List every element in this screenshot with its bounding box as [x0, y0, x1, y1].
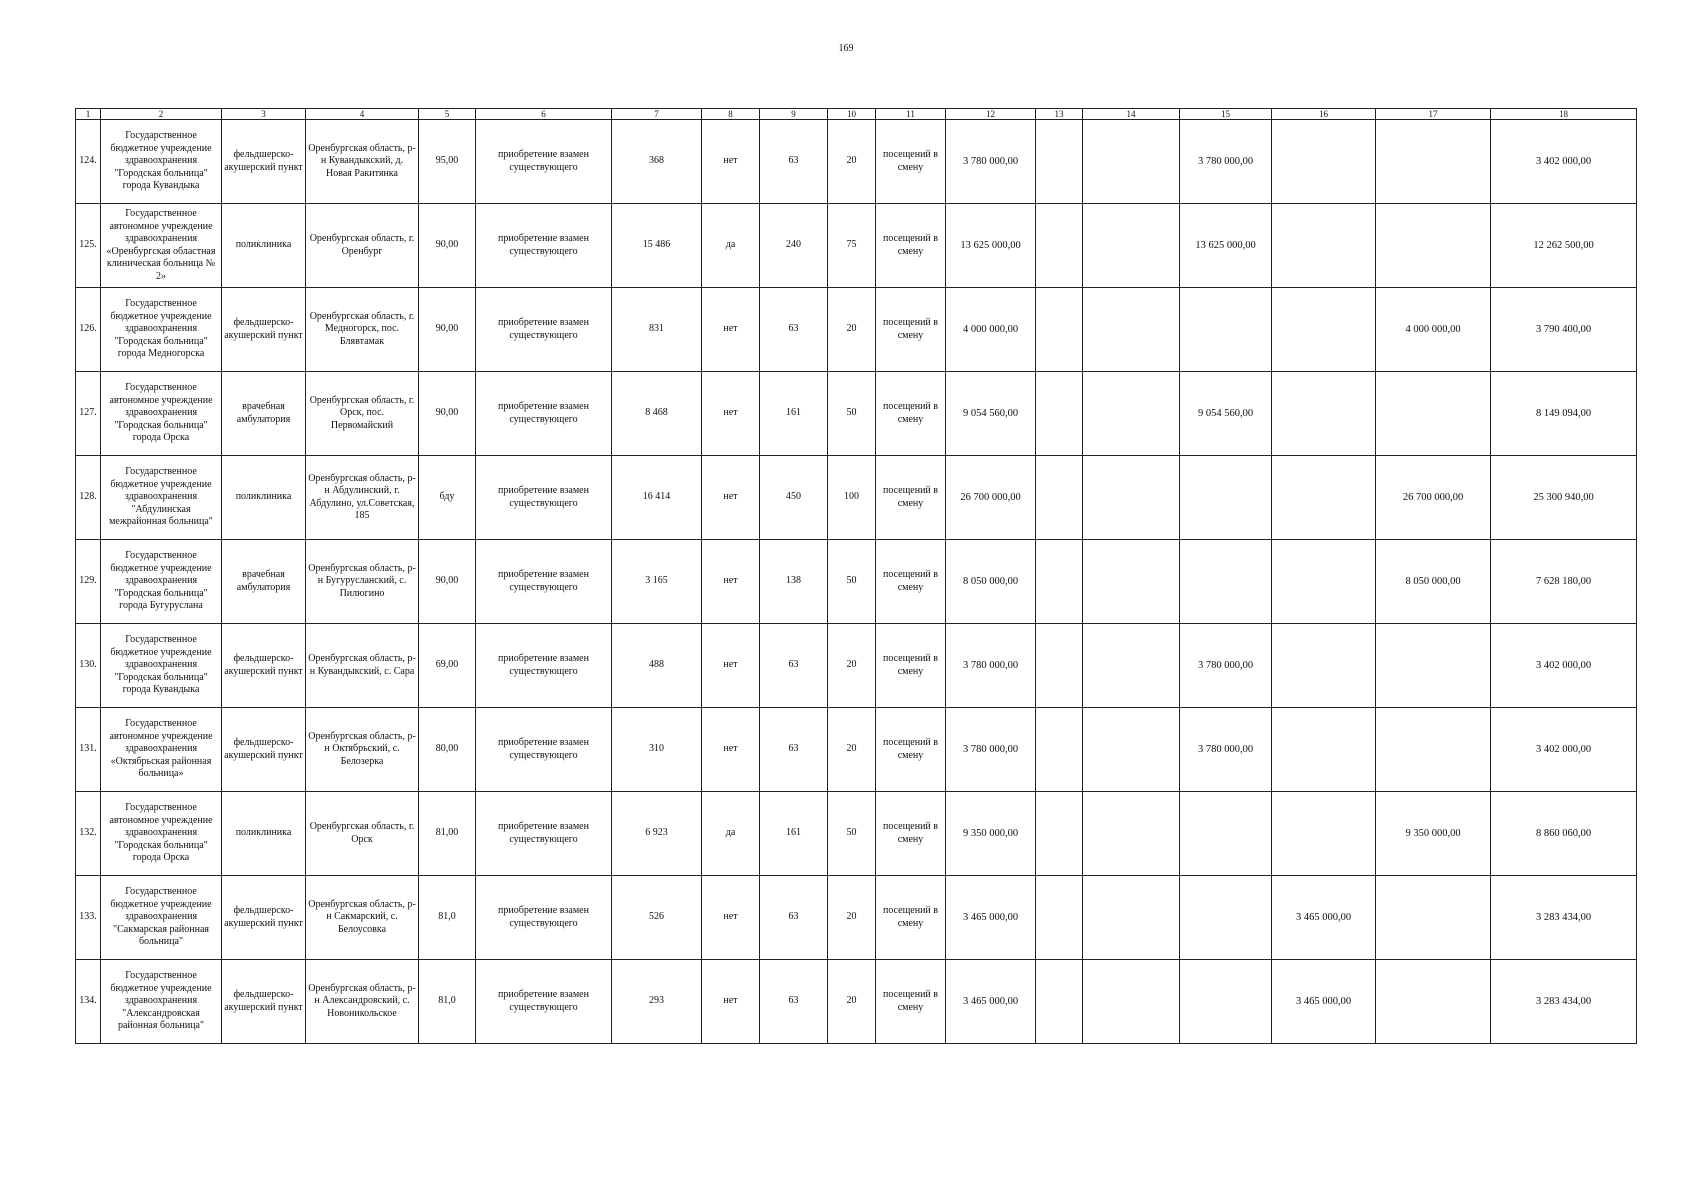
cell-col-3: фельдшерско-акушерский пункт [222, 624, 306, 708]
cell-col-5: 81,00 [419, 792, 476, 876]
cell-col-17: 9 350 000,00 [1376, 792, 1491, 876]
cell-col-3: фельдшерско-акушерский пункт [222, 288, 306, 372]
cell-col-17 [1376, 876, 1491, 960]
cell-col-10: 20 [828, 876, 876, 960]
table-row [76, 204, 1637, 288]
cell-col-5: 81,0 [419, 960, 476, 1044]
cell-col-5: 81,0 [419, 876, 476, 960]
cell-col-3: фельдшерско-акушерский пункт [222, 960, 306, 1044]
cell-col-18: 3 402 000,00 [1491, 624, 1637, 708]
cell-col-10: 20 [828, 708, 876, 792]
cell-col-14 [1083, 624, 1180, 708]
cell-col-6: приобретение взамен существующего [476, 372, 612, 456]
cell-col-7: 15 486 [612, 204, 702, 288]
cell-col-14 [1083, 204, 1180, 288]
cell-col-13 [1036, 708, 1083, 792]
cell-col-2: Государственное автономное учреждение здравоохранения «Октябрьская районная больница» [101, 708, 222, 792]
cell-col-16 [1272, 792, 1376, 876]
cell-col-12: 13 625 000,00 [946, 204, 1036, 288]
cell-col-4: Оренбургская область, р-н Александровский, с. Новоникольское [306, 960, 419, 1044]
column-header-10: 10 [828, 109, 876, 120]
cell-col-4: Оренбургская область, г. Орск, пос. Первомайский [306, 372, 419, 456]
column-header-7: 7 [612, 109, 702, 120]
cell-col-5: бду [419, 456, 476, 540]
cell-col-12: 3 465 000,00 [946, 960, 1036, 1044]
cell-col-6: приобретение взамен существующего [476, 960, 612, 1044]
cell-col-10: 50 [828, 372, 876, 456]
cell-col-8: нет [702, 456, 760, 540]
cell-col-15: 3 780 000,00 [1180, 624, 1272, 708]
cell-col-4: Оренбургская область, р-н Кувандыкский, д. Новая Ракитянка [306, 120, 419, 204]
cell-col-9: 161 [760, 792, 828, 876]
cell-col-8: нет [702, 372, 760, 456]
facilities-table [75, 108, 1637, 1044]
cell-col-17: 8 050 000,00 [1376, 540, 1491, 624]
cell-col-12: 8 050 000,00 [946, 540, 1036, 624]
cell-col-17: 26 700 000,00 [1376, 456, 1491, 540]
cell-col-6: приобретение взамен существующего [476, 792, 612, 876]
cell-col-10: 50 [828, 792, 876, 876]
cell-col-9: 138 [760, 540, 828, 624]
cell-col-5: 90,00 [419, 540, 476, 624]
cell-col-12: 3 780 000,00 [946, 624, 1036, 708]
cell-col-11: посещений в смену [876, 204, 946, 288]
table-row [76, 792, 1637, 876]
cell-col-15 [1180, 288, 1272, 372]
cell-col-18: 7 628 180,00 [1491, 540, 1637, 624]
cell-col-18: 8 860 060,00 [1491, 792, 1637, 876]
cell-col-7: 6 923 [612, 792, 702, 876]
cell-col-8: нет [702, 120, 760, 204]
cell-col-17: 4 000 000,00 [1376, 288, 1491, 372]
cell-col-6: приобретение взамен существующего [476, 288, 612, 372]
cell-col-14 [1083, 540, 1180, 624]
cell-col-8: нет [702, 288, 760, 372]
cell-col-11: посещений в смену [876, 960, 946, 1044]
column-header-5: 5 [419, 109, 476, 120]
table-body [76, 120, 1637, 1044]
cell-col-2: Государственное бюджетное учреждение здравоохранения "Городская больница" города Кувандыка [101, 624, 222, 708]
cell-col-18: 3 790 400,00 [1491, 288, 1637, 372]
column-header-2: 2 [101, 109, 222, 120]
cell-col-18: 8 149 094,00 [1491, 372, 1637, 456]
cell-col-14 [1083, 960, 1180, 1044]
cell-col-17 [1376, 120, 1491, 204]
table-row [76, 624, 1637, 708]
cell-col-8: нет [702, 708, 760, 792]
cell-col-10: 20 [828, 120, 876, 204]
table-row [76, 120, 1637, 204]
cell-col-8: нет [702, 876, 760, 960]
cell-col-5: 69,00 [419, 624, 476, 708]
column-number-row [76, 109, 1637, 120]
cell-col-3: поликлиника [222, 456, 306, 540]
cell-col-9: 63 [760, 288, 828, 372]
cell-col-16 [1272, 456, 1376, 540]
cell-col-4: Оренбургская область, р-н Кувандыкский, с. Сара [306, 624, 419, 708]
cell-col-16 [1272, 288, 1376, 372]
cell-col-2: Государственное бюджетное учреждение здравоохранения "Абдулинская межрайонная больница" [101, 456, 222, 540]
cell-col-2: Государственное бюджетное учреждение здравоохранения "Сакмарская районная больница" [101, 876, 222, 960]
cell-col-18: 12 262 500,00 [1491, 204, 1637, 288]
cell-col-7: 310 [612, 708, 702, 792]
column-header-13: 13 [1036, 109, 1083, 120]
cell-col-15 [1180, 456, 1272, 540]
cell-col-1: 127. [76, 372, 101, 456]
cell-col-11: посещений в смену [876, 624, 946, 708]
cell-col-9: 63 [760, 876, 828, 960]
cell-col-12: 4 000 000,00 [946, 288, 1036, 372]
cell-col-17 [1376, 624, 1491, 708]
column-header-8: 8 [702, 109, 760, 120]
cell-col-12: 9 350 000,00 [946, 792, 1036, 876]
cell-col-11: посещений в смену [876, 288, 946, 372]
cell-col-7: 3 165 [612, 540, 702, 624]
column-header-16: 16 [1272, 109, 1376, 120]
cell-col-13 [1036, 288, 1083, 372]
cell-col-14 [1083, 120, 1180, 204]
column-header-14: 14 [1083, 109, 1180, 120]
cell-col-12: 3 465 000,00 [946, 876, 1036, 960]
cell-col-1: 133. [76, 876, 101, 960]
cell-col-1: 125. [76, 204, 101, 288]
cell-col-8: да [702, 792, 760, 876]
table-row [76, 540, 1637, 624]
cell-col-6: приобретение взамен существующего [476, 204, 612, 288]
page-number: 169 [838, 43, 854, 54]
column-header-3: 3 [222, 109, 306, 120]
cell-col-8: нет [702, 960, 760, 1044]
column-header-17: 17 [1376, 109, 1491, 120]
cell-col-8: нет [702, 624, 760, 708]
cell-col-3: фельдшерско-акушерский пункт [222, 708, 306, 792]
cell-col-16 [1272, 624, 1376, 708]
cell-col-4: Оренбургская область, г. Оренбург [306, 204, 419, 288]
cell-col-11: посещений в смену [876, 456, 946, 540]
cell-col-6: приобретение взамен существующего [476, 540, 612, 624]
cell-col-18: 25 300 940,00 [1491, 456, 1637, 540]
cell-col-15 [1180, 792, 1272, 876]
cell-col-4: Оренбургская область, г. Медногорск, пос. Блявтамак [306, 288, 419, 372]
cell-col-13 [1036, 876, 1083, 960]
cell-col-14 [1083, 456, 1180, 540]
cell-col-7: 488 [612, 624, 702, 708]
cell-col-12: 3 780 000,00 [946, 120, 1036, 204]
cell-col-5: 90,00 [419, 204, 476, 288]
cell-col-9: 450 [760, 456, 828, 540]
cell-col-10: 20 [828, 960, 876, 1044]
column-header-4: 4 [306, 109, 419, 120]
cell-col-10: 75 [828, 204, 876, 288]
cell-col-10: 20 [828, 624, 876, 708]
table-row [76, 876, 1637, 960]
cell-col-14 [1083, 708, 1180, 792]
cell-col-4: Оренбургская область, р-н Абдулинский, г. Абдулино, ул.Советская, 185 [306, 456, 419, 540]
cell-col-10: 100 [828, 456, 876, 540]
cell-col-5: 95,00 [419, 120, 476, 204]
cell-col-9: 161 [760, 372, 828, 456]
cell-col-7: 8 468 [612, 372, 702, 456]
cell-col-16: 3 465 000,00 [1272, 876, 1376, 960]
cell-col-5: 90,00 [419, 372, 476, 456]
cell-col-1: 134. [76, 960, 101, 1044]
cell-col-12: 3 780 000,00 [946, 708, 1036, 792]
cell-col-7: 831 [612, 288, 702, 372]
cell-col-3: поликлиника [222, 204, 306, 288]
cell-col-8: да [702, 204, 760, 288]
cell-col-14 [1083, 372, 1180, 456]
cell-col-11: посещений в смену [876, 876, 946, 960]
cell-col-11: посещений в смену [876, 540, 946, 624]
cell-col-1: 130. [76, 624, 101, 708]
cell-col-18: 3 402 000,00 [1491, 708, 1637, 792]
cell-col-13 [1036, 624, 1083, 708]
cell-col-13 [1036, 372, 1083, 456]
cell-col-2: Государственное бюджетное учреждение здравоохранения "Александровская районная больница" [101, 960, 222, 1044]
cell-col-17 [1376, 960, 1491, 1044]
column-header-12: 12 [946, 109, 1036, 120]
cell-col-7: 16 414 [612, 456, 702, 540]
cell-col-3: врачебная амбулатория [222, 540, 306, 624]
cell-col-13 [1036, 120, 1083, 204]
cell-col-13 [1036, 792, 1083, 876]
table-row [76, 708, 1637, 792]
cell-col-3: фельдшерско-акушерский пункт [222, 120, 306, 204]
cell-col-14 [1083, 876, 1180, 960]
cell-col-16 [1272, 120, 1376, 204]
cell-col-9: 63 [760, 960, 828, 1044]
column-header-15: 15 [1180, 109, 1272, 120]
cell-col-2: Государственное автономное учреждение здравоохранения "Городская больница" города Орска [101, 792, 222, 876]
cell-col-15: 3 780 000,00 [1180, 708, 1272, 792]
cell-col-16 [1272, 204, 1376, 288]
cell-col-15: 9 054 560,00 [1180, 372, 1272, 456]
cell-col-15 [1180, 960, 1272, 1044]
cell-col-11: посещений в смену [876, 708, 946, 792]
cell-col-2: Государственное бюджетное учреждение здравоохранения "Городская больница" города Медногорска [101, 288, 222, 372]
cell-col-4: Оренбургская область, г. Орск [306, 792, 419, 876]
cell-col-8: нет [702, 540, 760, 624]
cell-col-15: 13 625 000,00 [1180, 204, 1272, 288]
cell-col-6: приобретение взамен существующего [476, 708, 612, 792]
cell-col-6: приобретение взамен существующего [476, 624, 612, 708]
cell-col-6: приобретение взамен существующего [476, 120, 612, 204]
cell-col-17 [1376, 204, 1491, 288]
cell-col-15 [1180, 540, 1272, 624]
cell-col-18: 3 402 000,00 [1491, 120, 1637, 204]
cell-col-16 [1272, 540, 1376, 624]
cell-col-13 [1036, 456, 1083, 540]
cell-col-9: 63 [760, 120, 828, 204]
cell-col-13 [1036, 204, 1083, 288]
cell-col-12: 9 054 560,00 [946, 372, 1036, 456]
cell-col-3: фельдшерско-акушерский пункт [222, 876, 306, 960]
cell-col-2: Государственное автономное учреждение здравоохранения "Городская больница" города Орска [101, 372, 222, 456]
cell-col-1: 128. [76, 456, 101, 540]
column-header-1: 1 [76, 109, 101, 120]
cell-col-17 [1376, 708, 1491, 792]
cell-col-4: Оренбургская область, р-н Сакмарский, с. Белоусовка [306, 876, 419, 960]
cell-col-12: 26 700 000,00 [946, 456, 1036, 540]
cell-col-5: 90,00 [419, 288, 476, 372]
cell-col-15 [1180, 876, 1272, 960]
cell-col-13 [1036, 540, 1083, 624]
column-header-9: 9 [760, 109, 828, 120]
cell-col-18: 3 283 434,00 [1491, 876, 1637, 960]
cell-col-11: посещений в смену [876, 792, 946, 876]
cell-col-4: Оренбургская область, р-н Октябрьский, с. Белозерка [306, 708, 419, 792]
cell-col-1: 129. [76, 540, 101, 624]
column-header-6: 6 [476, 109, 612, 120]
cell-col-14 [1083, 288, 1180, 372]
cell-col-10: 20 [828, 288, 876, 372]
cell-col-4: Оренбургская область, р-н Бугурусланский, с. Пилюгино [306, 540, 419, 624]
cell-col-1: 132. [76, 792, 101, 876]
cell-col-5: 80,00 [419, 708, 476, 792]
cell-col-18: 3 283 434,00 [1491, 960, 1637, 1044]
cell-col-9: 240 [760, 204, 828, 288]
cell-col-7: 526 [612, 876, 702, 960]
cell-col-16 [1272, 708, 1376, 792]
table-row [76, 372, 1637, 456]
cell-col-2: Государственное автономное учреждение здравоохранения «Оренбургская областная клиническая больница № 2» [101, 204, 222, 288]
cell-col-1: 124. [76, 120, 101, 204]
cell-col-10: 50 [828, 540, 876, 624]
cell-col-16 [1272, 372, 1376, 456]
cell-col-11: посещений в смену [876, 120, 946, 204]
cell-col-2: Государственное бюджетное учреждение здравоохранения "Городская больница" города Бугуруслана [101, 540, 222, 624]
cell-col-15: 3 780 000,00 [1180, 120, 1272, 204]
table-row [76, 288, 1637, 372]
cell-col-1: 131. [76, 708, 101, 792]
cell-col-6: приобретение взамен существующего [476, 456, 612, 540]
cell-col-13 [1036, 960, 1083, 1044]
table-row [76, 456, 1637, 540]
table-row [76, 960, 1637, 1044]
cell-col-11: посещений в смену [876, 372, 946, 456]
cell-col-14 [1083, 792, 1180, 876]
cell-col-7: 368 [612, 120, 702, 204]
cell-col-16: 3 465 000,00 [1272, 960, 1376, 1044]
column-header-18: 18 [1491, 109, 1637, 120]
cell-col-2: Государственное бюджетное учреждение здравоохранения "Городская больница" города Кувандыка [101, 120, 222, 204]
cell-col-9: 63 [760, 708, 828, 792]
cell-col-17 [1376, 372, 1491, 456]
cell-col-7: 293 [612, 960, 702, 1044]
cell-col-3: поликлиника [222, 792, 306, 876]
column-header-11: 11 [876, 109, 946, 120]
cell-col-3: врачебная амбулатория [222, 372, 306, 456]
cell-col-9: 63 [760, 624, 828, 708]
cell-col-1: 126. [76, 288, 101, 372]
cell-col-6: приобретение взамен существующего [476, 876, 612, 960]
